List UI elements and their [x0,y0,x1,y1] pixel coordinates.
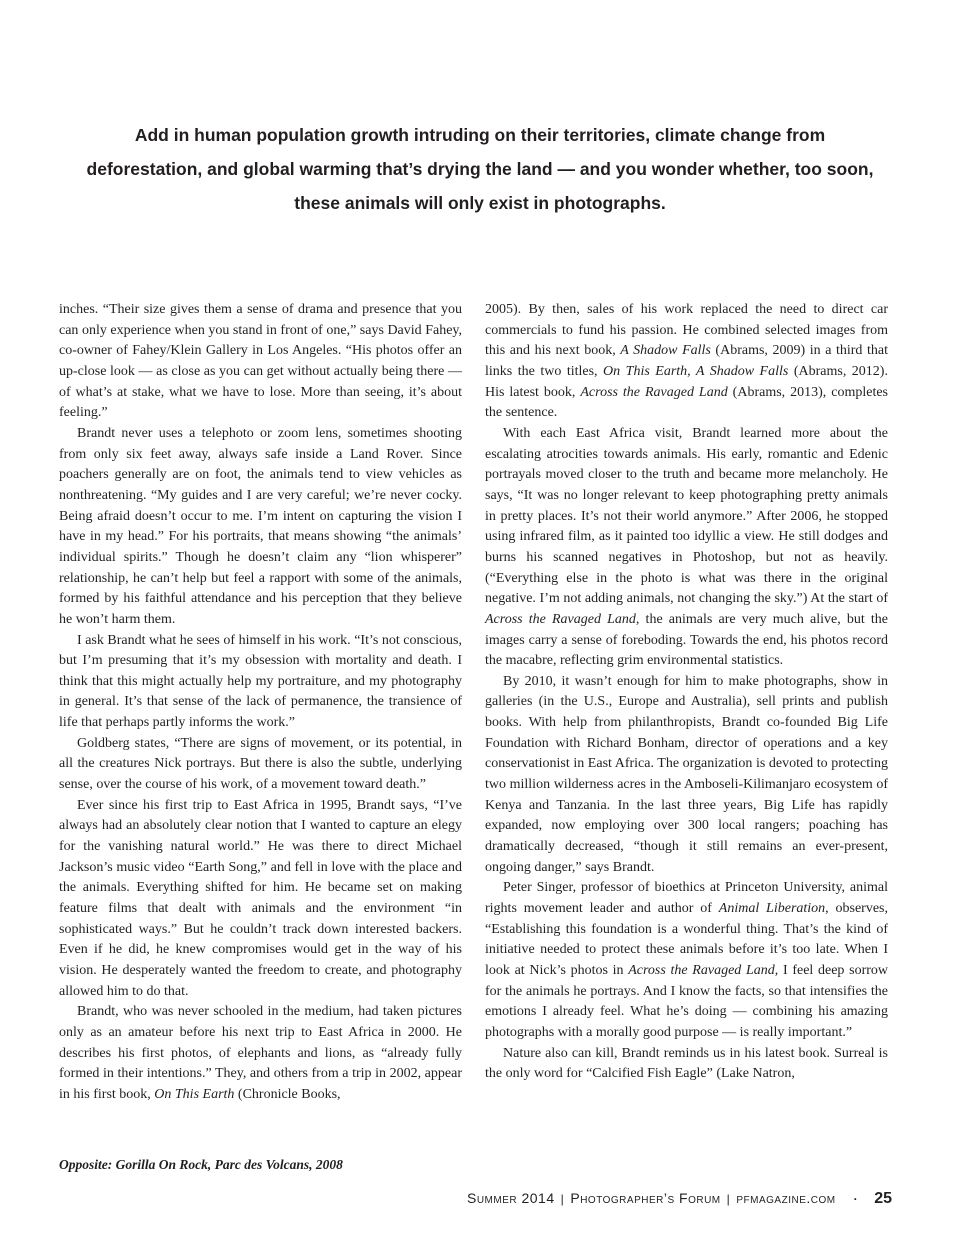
text-run: 2005). By then, sales of his work replaced the need to direct car commercials to fund his passion. He combined selected images from this and his next book, [485,302,888,359]
text-run: , the animals are very much alive, but the images carry a sense of foreboding. Towards the end, his photos record the macabre, reflecting grim environmental statistics. [485,611,888,669]
page-footer [467,1190,892,1208]
text-run: Brandt, who was never schooled in the medium, had taken pictures only as an amateur before his next trip to East Africa in 2000. He describes his first photos, of elephants and lions, as “already fully formed in their intentions.” They, and others from a trip in 2002, appear in his first book, [59,1004,462,1102]
pull-quote [40,118,920,220]
book-title: On This Earth [154,1086,235,1102]
text-run: (Abrams, 2012). His latest book, [485,363,888,400]
book-title: A Shadow Falls [620,343,711,359]
book-title: Animal Liberation [718,901,826,917]
paragraph [485,878,888,1043]
text-run: (Abrams, 2009) in a third that links the two titles, [485,343,889,379]
page-number: 25 [874,1190,892,1207]
text-run: With each East Africa visit, Brandt learned more about the escalating atrocities towards animals. His early, romantic and Edenic portrayals moved closer to the truth and became more melancholy. He says, “It was no longer relevant to keep photographing pretty animals in pretty places. It’s not their world anymore.” After 2006, he stopped using infrared film, as it painted too idyllic a view. He still dodges and burns his scanned negatives in Photoshop, but not as heavily. (“Everything else in the photo is what was there in the original negative. I’m not adding animals, not changing the sky.”) At the start of [485,425,888,607]
paragraph: Brandt never uses a telephoto or zoom lens, sometimes shooting from only six feet away, always safe inside a Land Rover. Since poachers generally are on foot, the animals tend to view vehicles as nonthreatening. “My guides and I are very careful; we’re never cocky. Being afraid doesn’t occur to me. I’m intent on capturing the vision I have in my head.” For his portraits, that means showing “the animals’ individual spirits.” Though he doesn’t claim any “lion whisperer” relationship, he can’t help but feel a rapport with some of the animals, formed by his faithful attendance and his perception that they believe he won’t harm them. [59,425,462,627]
book-title: Across the Ravaged Land [628,963,775,978]
text-run: (Chronicle Books, [234,1086,341,1102]
footer-dot: · [853,1192,859,1206]
paragraph: Goldberg states, “There are signs of movement, or its potential, in all the creatures Nick portrays. But there is also the subtle, underlying sense, over the course of his work, of a movement toward death.” [59,735,462,793]
text-run: , I feel deep sorrow for the animals he portrays. And I know the facts, so that intensifies the emotions I already feel. What he’s doing — combining his amazing photographs with a morally good purpose — is really important.” [485,963,888,1040]
pull-quote-line: deforestation, and global warming that’s drying the land — and you wonder whether, too soon, [86,159,874,179]
right-column [485,300,888,1085]
paragraph: I ask Brandt what he sees of himself in his work. “It’s not conscious, but I’m presuming that it’s my obsession with mortality and death. I think that this might actually help my portraiture, and my photography in general. It’s that sense of the lack of permanence, the transience of life that perhaps partly informs the work.” [59,632,462,731]
text-run: Peter Singer, professor of bioethics at Princeton University, animal rights movement leader and author of [485,880,888,917]
book-title: On This Earth, A Shadow Falls [603,363,789,379]
book-title: Across the Ravaged Land [580,384,728,400]
paragraph [59,1002,462,1105]
footer-separator: | [560,1192,565,1206]
paragraph: Ever since his first trip to East Africa in 1995, Brandt says, “I’ve always had an absolutely clear notion that I wanted to capture an elegy for the vanishing natural world.” He was there to direct Michael Jackson’s music video “Earth Song,” and fell in love with the place and the animals. Everything shifted for him. He became set on making feature films that dealt with animals and the environment “in sophisticated ways.” But he couldn’t track down interested backers. Even if he did, he knew compromises would get in the way of his vision. He desperately wanted the freedom to create, and photography allowed him to do that. [59,797,462,999]
left-column [59,300,462,1106]
paragraph: inches. “Their size gives them a sense of drama and presence that you can only experience when you stand in front of one,” says David Fahey, co-owner of Fahey/Klein Gallery in Los Angeles. “His photos offer an up-close look — as close as you can get without actually being there — of what’s at stake, what we have to lose. More than seeing, it’s about feeling.” [59,302,462,421]
photo-caption: Opposite: Gorilla On Rock, Parc des Volcans, 2008 [59,1157,343,1172]
paragraph [485,424,888,672]
paragraph: By 2010, it wasn’t enough for him to make photographs, show in galleries (in the U.S., Europe and Australia), sell prints and publish books. With help from philanthropists, Brandt co-founded Big Life Foundation with Richard Bonham, director of operations and a key conservationist in East Africa. The organization is devoted to protecting two million wilderness acres in the Amboseli-Kilimanjaro ecosystem of Kenya and Tanzania. In the last three years, Big Life has rapidly expanded, now employing over 300 local rangers; poaching has dramatically decreased, “though it still remains an ever-present, ongoing danger,” says Brandt. [485,673,888,875]
footer-separator: | [726,1192,731,1206]
issue-label: Summer 2014 [466,1190,555,1206]
paragraph: Nature also can kill, Brandt reminds us in his latest book. Surreal is the only word for “Calcified Fish Eagle” (Lake Natron, [485,1045,888,1082]
text-run: (Abrams, 2013), completes the sentence. [485,384,888,421]
book-title: Across the Ravaged Land [485,611,636,627]
website-label: pfmagazine.com [736,1190,836,1206]
paragraph [485,300,888,424]
pull-quote-line: these animals will only exist in photographs. [294,193,666,213]
pull-quote-line: Add in human population growth intruding on their territories, climate change from [134,125,826,145]
magazine-name: Photographer’s Forum [570,1190,721,1206]
text-run: , observes, “Establishing this foundation is a wonderful thing. That’s the kind of initiative needed to protect these animals before it’s too late. When I look at Nick’s photos in [485,901,888,978]
